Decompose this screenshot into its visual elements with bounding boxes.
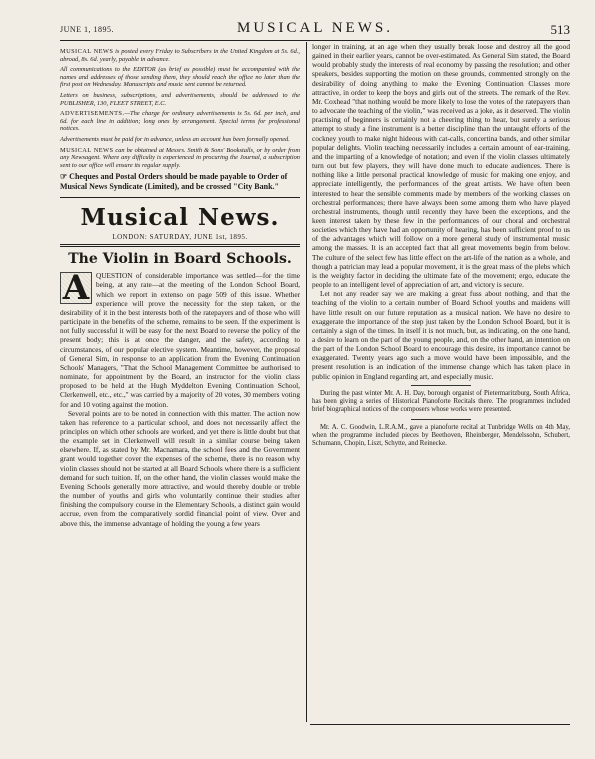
article-body-left (60, 268, 300, 528)
bottom-rule (310, 724, 570, 725)
notice-advertisements (60, 110, 300, 133)
notice-advance-payment (60, 136, 300, 144)
masthead-dateline: LONDON: SATURDAY, JUNE 1st, 1895. (112, 233, 248, 242)
right-column (312, 42, 570, 453)
header-date: JUNE 1, 1895. (60, 25, 115, 34)
notice-availability (60, 147, 300, 170)
section-rule (60, 197, 300, 198)
notice-text: is posted every Friday to Subscribers in the United Kingdom at 5s. 6d., abroad, 8s. 6d. yearly, payable in advance. (60, 48, 300, 63)
notice-lead: ADVERTISEMENTS. (60, 110, 125, 118)
column-separator (306, 42, 307, 722)
header-rule (60, 40, 570, 41)
notice-subscription (60, 48, 300, 63)
section-divider (411, 385, 471, 386)
article-paragraph: Several points are to be noted in connection with this matter. The action now taken has reference to a particular school, and does not necessarily affect the principles on which other schools are worked, and yet there is little doubt but that the example set in Clerkenwell will result in a similar course being taken elsewhere. If, as stated by Mr. Macnamara, the school fees and the Government grant would together cover the expenses of the scheme, there is no reason why violin classes should not be started at all Board Schools where there is a sufficient demand for such tuition. If, on the other hand, the violin classes would make the Evening Schools generally more attractive, and would thereby double or treble the number of youths and girls who voluntarily continue their studies after finishing the compulsory course in the Elementary Schools, a distinct gain would accrue, even from the comparatively sordid financial point of view. Over and above this, the immense advantage of holding the young a few years (60, 408, 300, 528)
notice-text: Advertisements must be paid for in advance, unless an account has been formally opened. (60, 135, 290, 143)
article-body-right (312, 42, 570, 381)
notice-lead: MUSICAL NEWS (60, 48, 114, 55)
page-number: 513 (550, 22, 570, 37)
news-note: During the past winter Mr. A. H. Day, borough organist of Pietermaritzburg, South Africa, has been giving a series of Historical Pianoforte Recitals there. The programmes included brief biographical notices of the composers whose works were presented. (312, 389, 570, 414)
note-divider (411, 419, 471, 420)
notice-text: can be obtained at Messrs. Smith & Sons' Bookstalls, or by order from any Newsagent. Where any difficulty is experienced in procuring the Journal, a subscription sent to our office will ensure its regular supply. (60, 146, 300, 169)
article-paragraph (60, 268, 300, 409)
masthead-rule (60, 244, 300, 247)
notice-text: Letters on business, subscriptions, and advertisements, should be addressed to the PUBLISHER, 130, FLEET STREET, E.C. (60, 91, 300, 107)
left-column (60, 48, 300, 528)
article-title: The Violin in Board Schools. (68, 251, 292, 268)
news-notes (312, 390, 570, 449)
notice-business (60, 92, 300, 107)
running-header (60, 20, 570, 38)
drop-cap: A (60, 272, 92, 304)
notice-text: —The charge for ordinary advertisements is 5s. 6d. per inch, and 6d. for each line in addition; long ones by arrangement. Special terms for professional notices. (60, 110, 300, 133)
notice-communications (60, 66, 300, 89)
header-title: MUSICAL NEWS. (237, 20, 393, 36)
article-paragraph: longer in training, at an age when they usually break loose and destroy all the good gained in their earlier years, cannot be over-estimated. As General Sim stated, the Board would probably study the interests of real economy by passing the resolution; and other speakers, besides supporting the motion on these grounds, commented strongly on the desirability of doing anything to make the Evening Continuation Classes more attractive, in order to keep the boys and girls out of the streets. The remark of the Rev. Mr. Coxhead "that nothing would be more likely to lose the votes of the ratepayers than to advocate the teaching of the violin," was received as a joke, as it deserved. The violin practising of beginners is certainly not a cheering thing to hear, but surely a serious attempt to study a fine instrument is a better discipline than the untaught efforts of the cockney youth to make night hideous with cat-calls, concertina bands, and other similar popular delights. Violin teaching necessarily includes a certain amount of ear-training, and the imparting of a knowledge of notation; and even if the violin classes ultimately turn out but few players, they will have done much to educate audiences. There is nothing like a little personal practical knowledge of music for making one enjoy, and appreciate intelligently, the performances of the great artists. We have often been interested to hear the sensible comments made by members of the working classes on orchestral performances; there have always been some among them who have played orchestral instruments, though until recently they have been the exceptions, and the keen interest taken by these few in the performances of our choral and orchestral societies which they have had an opportunity of hearing, has been sufficient proof to us of the advantages which will follow on a more general study of instrumental music among the masses. It is an accepted fact that all great movements begin from below. The culture of the select few has little effect on the art-life of the nation as a whole, and though a patrician may lead a popular movement, it is the great mass of the plebs which is the weighty factor in deciding the ultimate fate of the movement; ergo, educate the people to an intelligent level of appreciation of art, and victory is secure. (312, 42, 570, 290)
notice-text: All communications to the EDITOR (as brief as possible) must be accompanied with the names and addresses of those sending them, they should reach the office no later than the first post on Wednesday. Manuscripts and music sent cannot be returned. (60, 66, 300, 89)
news-note: Mr. A. C. Goodwin, L.R.A.M., gave a pianoforte recital at Tunbridge Wells on 4th May, when the programme included pieces by Beethoven, Rheinberger, Mendelssohn, Schubert, Schumann, Chopin, Liszt, Schytte, and Reinecke. (312, 423, 570, 448)
subscription-notices (60, 48, 300, 191)
notice-lead: MUSICAL NEWS (60, 146, 114, 154)
masthead-title: Musical News. (80, 204, 280, 232)
notice-cheques: ☞ Cheques and Postal Orders should be made payable to Order of Musical News Syndicate (Limited), and be crossed "City Bank." (60, 172, 288, 191)
article-paragraph: Let not any reader say we are making a great fuss about nothing, and that the teaching of the violin to a certain number of Board School youths and maidens will have little result on our future reputation as a musical nation. We have no desire to exaggerate the importance of the step just taken by the London School Board, but it is certainly a sign of the times. In itself it is not much, but, as indicating, on the one hand, a desire to learn on the part of the young people, and, on the other hand, an intention on the part of the London School Board to encourage this desire, its importance cannot be exaggerated. Twenty years ago such a move would have been impossible, and the present resolution is an indication of the immense change which has taken place in public opinion in England regarding art, and especially music. (312, 289, 570, 381)
paragraph-text: QUESTION of considerable importance was settled—for the time being, at any rate—at the meeting of the London School Board, which we report in extenso on page 509 of this issue. Whether experience will prove the necessity for the step taken, or the desirability of it in the best interests both of the ratepayers and of those who will participate in the benefits of the scheme, remains to be seen. If the experiment is not fully successful it will be easy for the next Board to reverse the policy of the present body; this is at once the danger, and the safety, according to circumstances, of our popular elective system. Meantime, however, the proposal of General Sim, in response to an application from the Evening Continuation Schools' Managers, "That the School Management Committee be authorised to nominate, for appointment by the Board, an instructor for the violin class proposed to be held at the Hugh Myddelton Evening Continuation School, Clerkenwell, etc., etc.," was carried by a majority of 20 votes, 30 members voting for and 10 voting against the motion. (60, 271, 300, 409)
